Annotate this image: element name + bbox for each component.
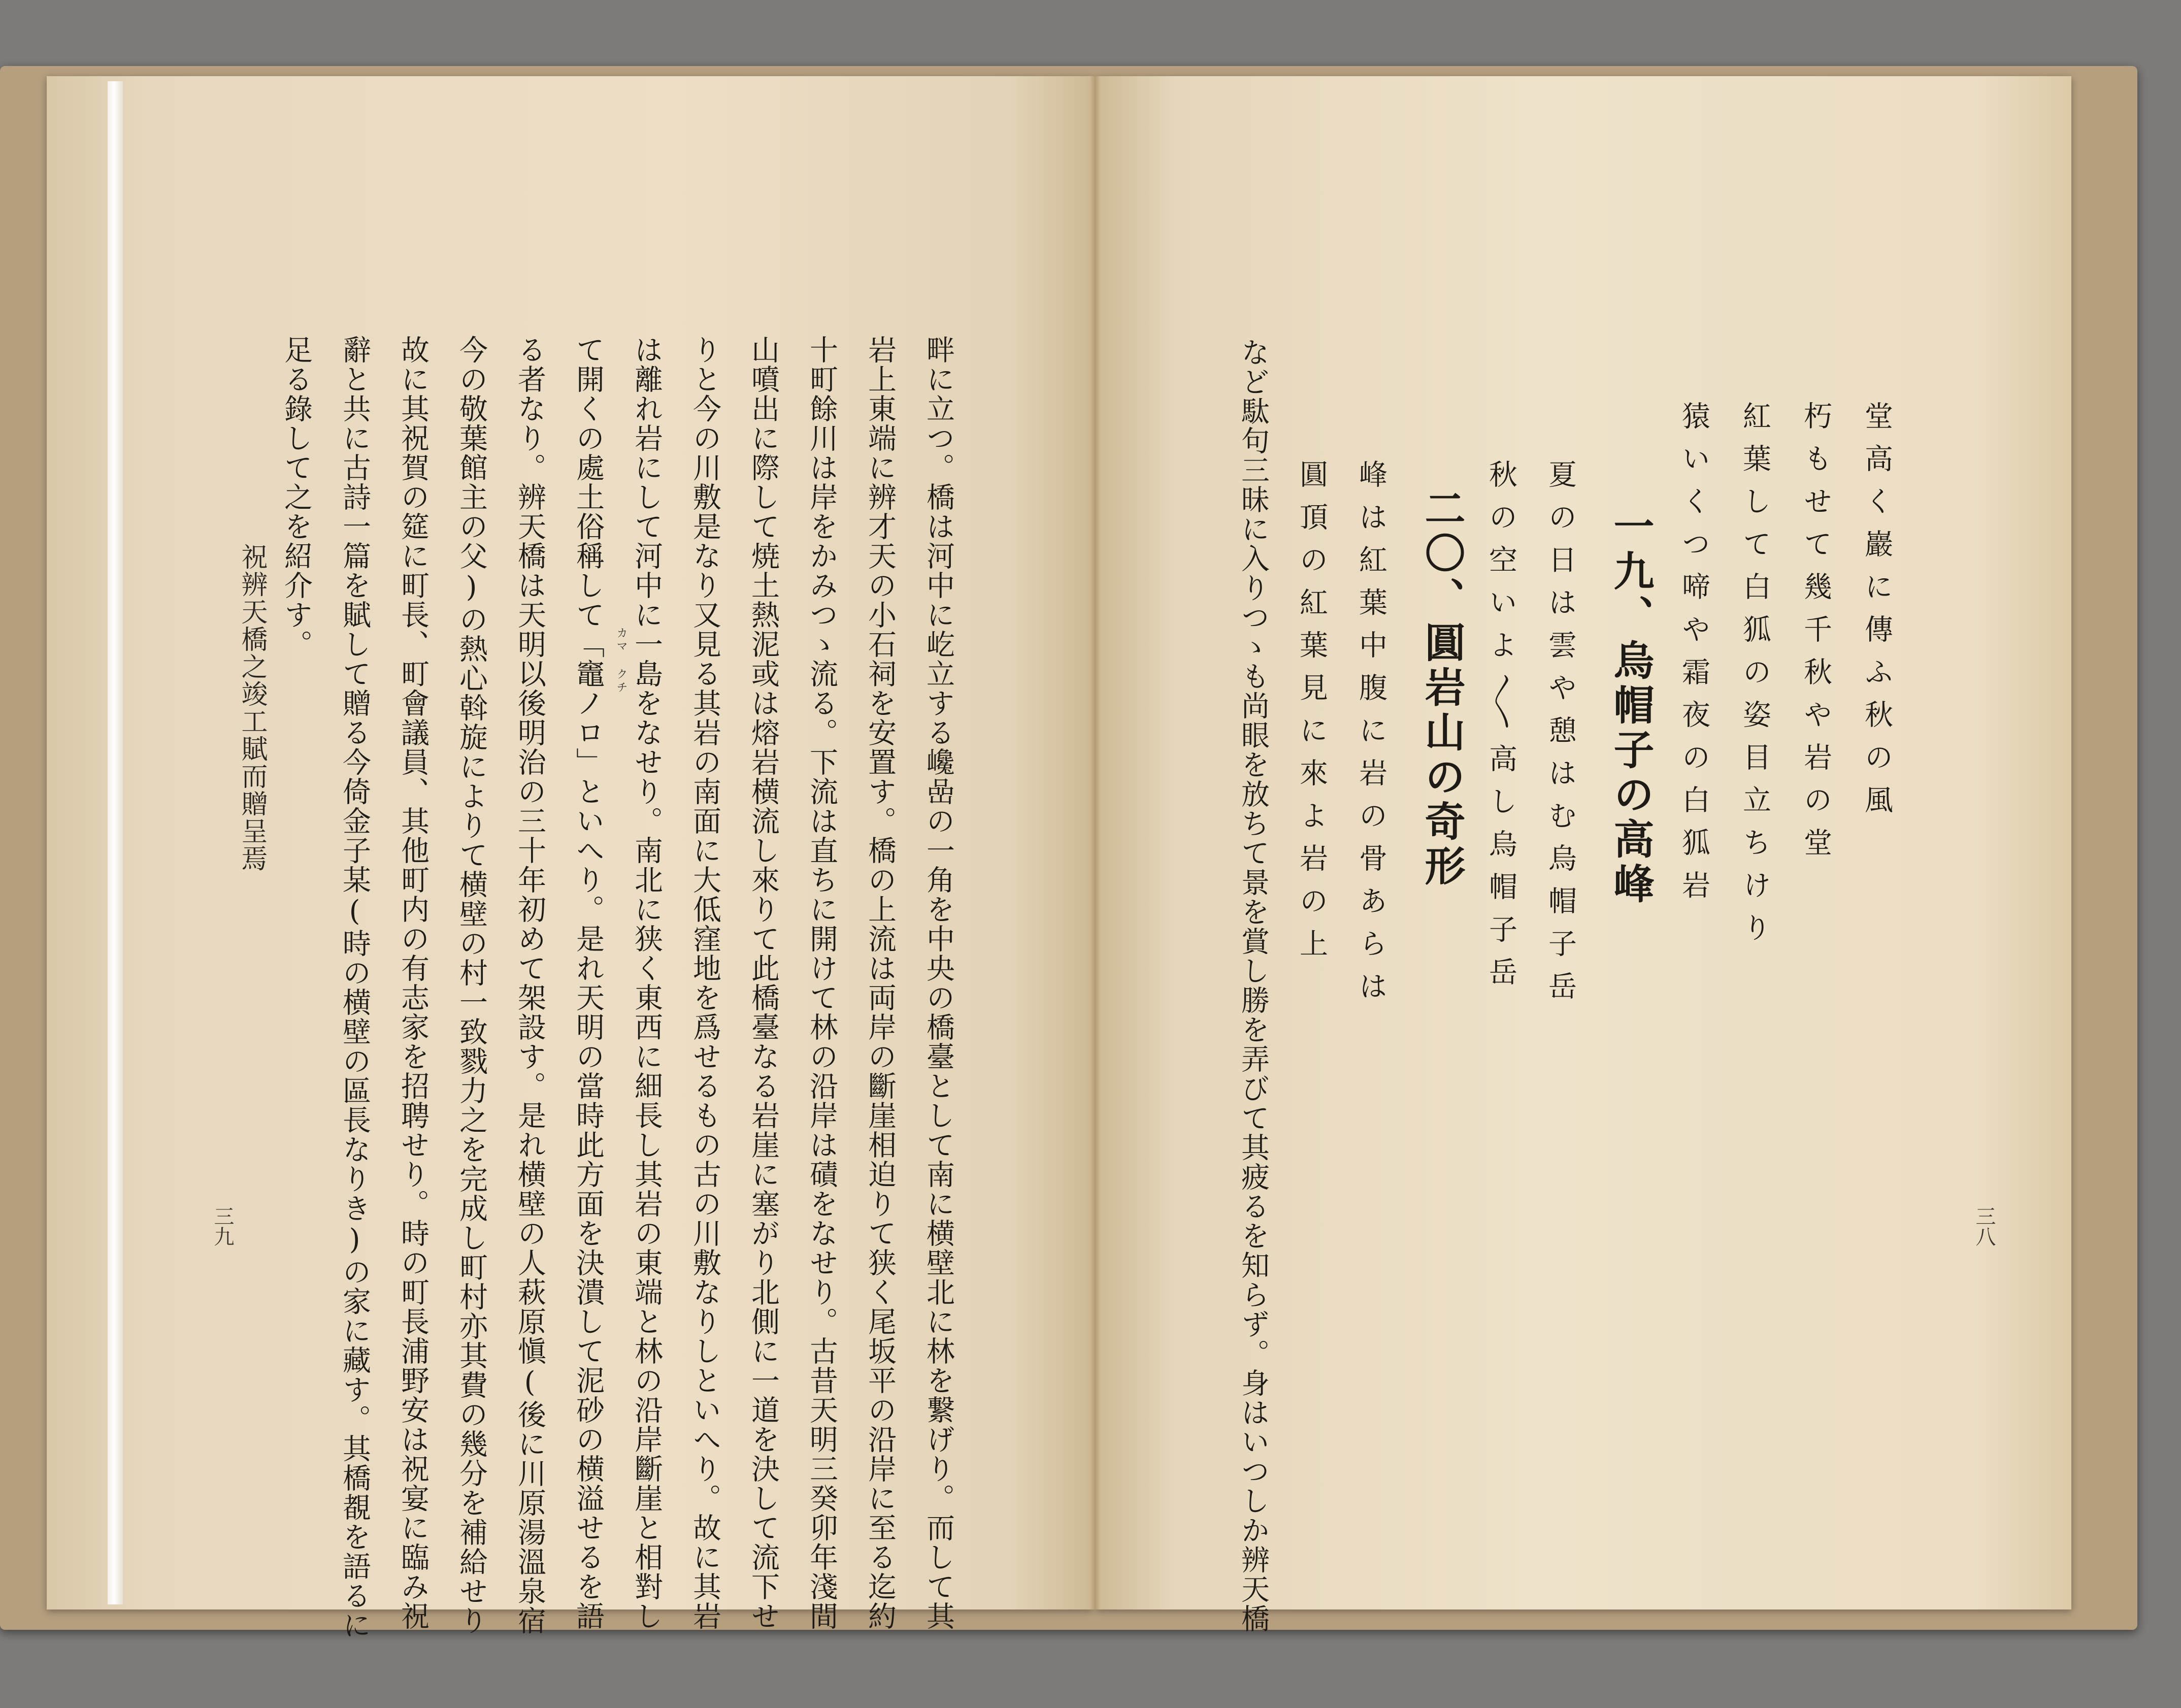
book-spine <box>1090 76 1100 1610</box>
left-body-column-10: 故に其祝賀の筵に町長、町會議員、其他町内の有志家を招聘せり。時の町長浦野安は祝宴に臨み祝 <box>396 335 429 1631</box>
left-body-column-11: 辭と共に古詩一篇を賦して贈る今倚金子某(時の横壁の區長なりき)の家に藏す。其橋覩を語るに <box>338 335 371 1640</box>
poem-20-line-1: 峰は紅葉中腹に岩の骨あらは <box>1354 459 1387 1014</box>
right-page-number: 三八 <box>1972 1206 1996 1246</box>
furigana: カマ クチ <box>615 627 627 695</box>
poem-line-1: 堂高く巖に傳ふ秋の風 <box>1860 401 1893 828</box>
page-edges <box>108 81 123 1604</box>
poem-line-4: 猿いくつ啼や霜夜の白狐岩 <box>1677 401 1710 913</box>
left-page-number: 三九 <box>211 1206 234 1246</box>
section-19-heading: 一九、烏帽子の高峰 <box>1607 505 1655 907</box>
poem-line-2: 朽もせて幾千秋や岩の堂 <box>1799 401 1832 870</box>
left-body-column-2: 岩上東端に辨才天の小石祠を安置す。橋の上流は両岸の斷崖相迫りて狭く尾坂平の沿岸に至る迄約 <box>864 335 897 1631</box>
left-body-column-4: 山噴出に際して焼土熱泥或は熔岩横流し來りて此橋臺なる岩崖に塞がり北側に一道を決して流下せ <box>747 335 780 1631</box>
left-body-column-5: りと今の川敷是なり又見る其岩の南面に大低窪地を爲せるもの古の川敷なりしといへり。故に其岩 <box>688 335 721 1631</box>
left-body-column-9: 今の敬葉館主の父)の熱心斡旋によりて横壁の村一致戮力之を完成し町村亦其費の幾分を補給せり <box>455 335 488 1635</box>
left-body-column-12: 足る錄して之を紹介す。 <box>280 335 313 659</box>
section-20-heading: 二〇、圓岩山の奇形 <box>1418 487 1466 890</box>
section-20-prose: など駄句三昧に入りつゝも尚眼を放ちて景を賞し勝を弄びて其疲るを知らず。身はいつしか辨天橋 <box>1237 338 1270 1633</box>
left-body-column-1: 畔に立つ。橋は河中に屹立する巉嵒の一角を中央の橋臺として南に横壁北に林を繋げり。而して其 <box>922 335 955 1631</box>
poem-line-3: 紅葉して白狐の姿目立ちけり <box>1738 401 1771 956</box>
poem-title: 祝辨天橋之竣工賦而贈呈焉 <box>237 543 267 872</box>
left-body-column-7: て開くの處土俗稱して「竈ノロ」といへり。是れ天明の當時此方面を決潰して泥砂の横溢せるを語 <box>572 335 605 1631</box>
poem-19-line-2: 秋の空いよ〳〵高し烏帽子岳 <box>1484 459 1517 1000</box>
left-body-column-6: は離れ岩にして河中に一島をなせり。南北に狭く東西に細長し其岩の東端と林の沿岸斷崖と相對し <box>630 335 663 1631</box>
poem-19-line-1: 夏の日は雲や憩はむ烏帽子岳 <box>1544 459 1577 1014</box>
left-body-column-8: る者なり。辨天橋は天明以後明治の三十年初めて架設す。是れ横壁の人萩原愼(後に川原湯溫泉宿 <box>513 335 546 1635</box>
poem-20-line-2: 圓頂の紅葉見に來よ岩の上 <box>1295 459 1328 971</box>
left-body-column-3: 十町餘川は岸をかみつゝ流る。下流は直ちに開けて林の沿岸は磧をなせり。古昔天明三癸卯年淺間 <box>805 335 838 1631</box>
